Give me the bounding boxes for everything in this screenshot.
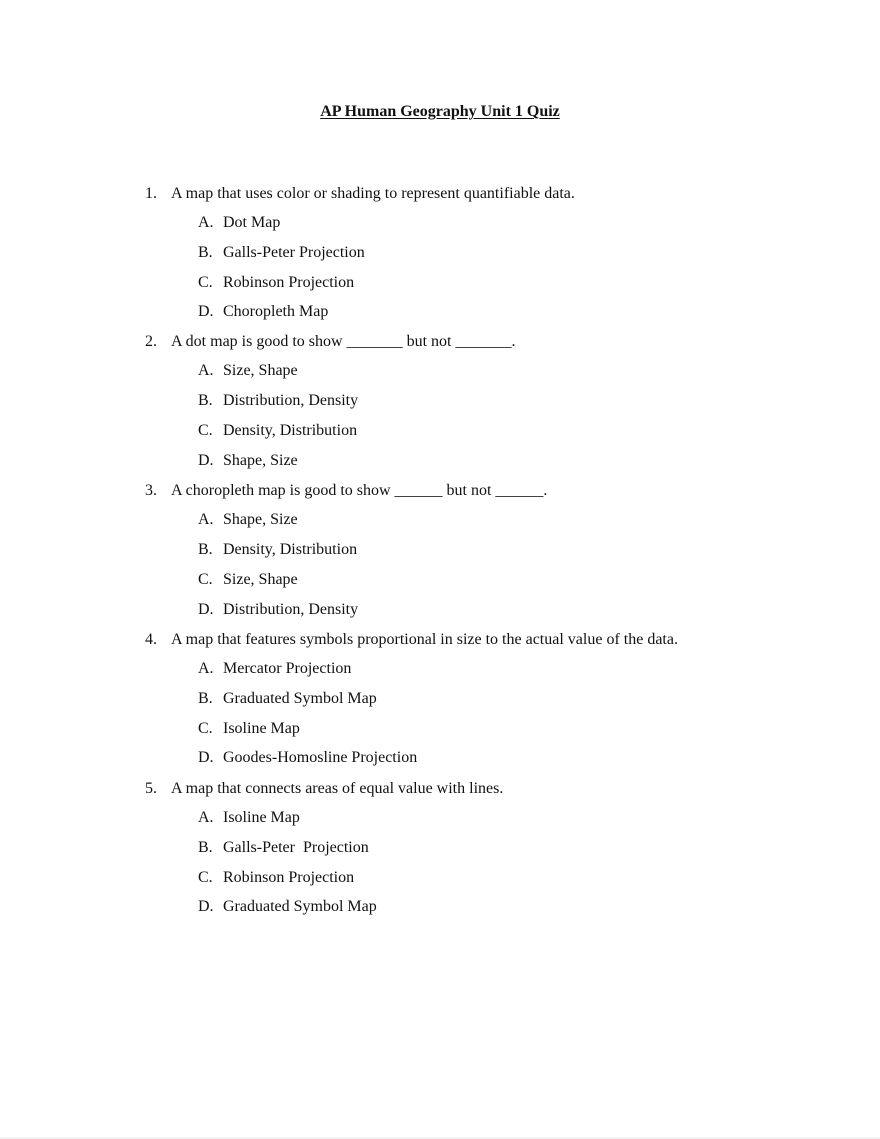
option-letter: A. xyxy=(198,809,214,826)
question-5-option-d xyxy=(182,877,377,937)
option-text: Dot Map xyxy=(223,214,281,231)
option-text: Isoline Map xyxy=(223,809,300,826)
question-number: 4. xyxy=(145,631,157,648)
option-letter: B. xyxy=(198,690,213,707)
option-text: Galls-Peter Projection xyxy=(223,839,369,856)
option-text: Size, Shape xyxy=(223,362,298,379)
option-text: Robinson Projection xyxy=(223,274,355,291)
option-text: Isoline Map xyxy=(223,720,300,737)
option-text: Size, Shape xyxy=(223,571,298,588)
question-text: A map that connects areas of equal value with lines. xyxy=(171,780,504,797)
option-letter: C. xyxy=(198,422,213,439)
question-text: A map that uses color or shading to represent quantifiable data. xyxy=(171,185,575,202)
option-text: Graduated Symbol Map xyxy=(223,690,377,707)
option-text: Graduated Symbol Map xyxy=(223,898,377,915)
option-text: Mercator Projection xyxy=(223,660,352,677)
option-letter: C. xyxy=(198,571,213,588)
option-letter: B. xyxy=(198,392,213,409)
option-letter: D. xyxy=(198,303,214,320)
question-number: 1. xyxy=(145,185,157,202)
option-letter: D. xyxy=(198,452,214,469)
question-number: 2. xyxy=(145,333,157,350)
option-letter: A. xyxy=(198,214,214,231)
option-text: Density, Distribution xyxy=(223,541,358,558)
option-text: Shape, Size xyxy=(223,452,298,469)
option-letter: C. xyxy=(198,720,213,737)
option-letter: D. xyxy=(198,749,214,766)
option-letter: A. xyxy=(198,362,214,379)
option-letter: C. xyxy=(198,869,213,886)
option-text: Choropleth Map xyxy=(223,303,329,320)
option-text: Robinson Projection xyxy=(223,869,355,886)
question-text: A dot map is good to show _______ but not _______. xyxy=(171,333,516,350)
option-text: Galls-Peter Projection xyxy=(223,244,365,261)
question-number: 5. xyxy=(145,780,157,797)
option-letter: B. xyxy=(198,839,213,856)
option-text: Shape, Size xyxy=(223,511,298,528)
option-letter: A. xyxy=(198,660,214,677)
question-number: 3. xyxy=(145,482,157,499)
option-letter: B. xyxy=(198,541,213,558)
option-text: Distribution, Density xyxy=(223,601,359,618)
quiz-title: AP Human Geography Unit 1 Quiz xyxy=(320,103,560,120)
option-letter: D. xyxy=(198,601,214,618)
option-letter: B. xyxy=(198,244,213,261)
option-text: Distribution, Density xyxy=(223,392,359,409)
option-letter: C. xyxy=(198,274,213,291)
question-text: A choropleth map is good to show ______ but not ______. xyxy=(171,482,548,499)
option-text: Density, Distribution xyxy=(223,422,358,439)
option-letter: D. xyxy=(198,898,214,915)
option-letter: A. xyxy=(198,511,214,528)
option-text: Goodes-Homosline Projection xyxy=(223,749,418,766)
question-text: A map that features symbols proportional in size to the actual value of the data. xyxy=(171,631,678,648)
